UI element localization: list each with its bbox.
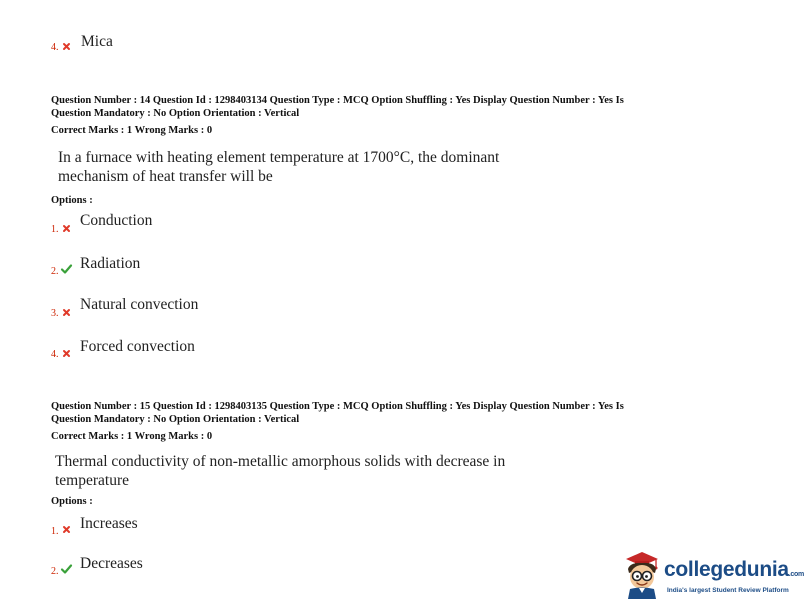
wrong-mark-icon [63,309,70,316]
brand-name-text: collegedunia [664,558,789,581]
options-label: Options : [51,496,93,507]
option-text: Natural convection [80,296,199,313]
question-text [55,452,601,490]
brand-tagline: India's largest Student Review Platform [667,587,789,594]
question-meta-line1: Question Number : 14 Question Id : 1298403134 Question Type : MCQ Option Shuffling : Yes Display Question Number : Yes Is [51,95,624,106]
brand-name [664,558,804,582]
options-label: Options : [51,195,93,206]
option-text: Conduction [80,212,153,229]
wrong-mark-icon [63,350,70,357]
option-text: Mica [81,33,113,50]
correct-check-icon [61,564,72,574]
question-text-line: mechanism of heat transfer will be [58,168,273,185]
student-mascot-icon [618,549,664,605]
option-number: 4. [51,42,59,53]
question-text-line: Thermal conductivity of non-metallic amorphous solids with decrease in [55,453,506,470]
question-marks: Correct Marks : 1 Wrong Marks : 0 [51,125,213,136]
question-meta-line2: Question Mandatory : No Option Orientation : Vertical [51,108,300,119]
wrong-mark-icon [63,526,70,533]
option-number: 3. [51,308,59,319]
collegedunia-logo [618,549,804,605]
question-text-line: In a furnace with heating element temperature at 1700°C, the dominant [58,149,500,166]
option-number: 1. [51,526,59,537]
option-number: 2. [51,566,59,577]
question-meta-line2: Question Mandatory : No Option Orientation : Vertical [51,414,300,425]
question-marks: Correct Marks : 1 Wrong Marks : 0 [51,431,213,442]
option-number: 4. [51,349,59,360]
question-text-line: temperature [55,472,130,489]
option-number: 2. [51,266,59,277]
correct-check-icon [61,264,72,274]
option-text: Decreases [80,555,143,572]
brand-tld: .com [788,571,804,578]
wrong-mark-icon [63,43,70,50]
question-meta-line1: Question Number : 15 Question Id : 1298403135 Question Type : MCQ Option Shuffling : Yes Display Question Number : Yes Is [51,401,624,412]
option-text: Forced convection [80,338,195,355]
wrong-mark-icon [63,225,70,232]
option-text: Radiation [80,255,141,272]
option-text: Increases [80,515,138,532]
question-text [58,148,604,186]
option-number: 1. [51,224,59,235]
